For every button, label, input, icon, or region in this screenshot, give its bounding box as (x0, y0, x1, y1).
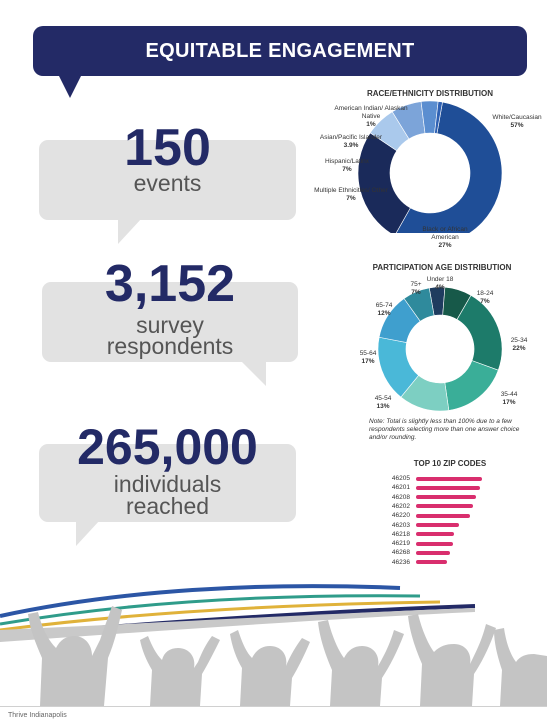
zip-code-label: 46219 (391, 540, 410, 548)
bubble-tail (118, 218, 142, 244)
race-label-american-indian: American Indian/ Alaskan Native 1% (334, 105, 408, 128)
age-label-18-24: 18-24 7% (476, 290, 494, 305)
zip-bar (416, 477, 482, 481)
stat-bubble-individuals (39, 419, 296, 522)
age-chart-note: Note: Total is slightly less than 100% due to a few respondents selecting more than one answer choice and/or rounding. (369, 418, 520, 441)
zip-code-label: 46218 (391, 530, 410, 538)
stat-bubble-events (39, 119, 296, 220)
zip-row (370, 530, 454, 539)
age-label-75plus: 75+ 7% (410, 281, 422, 296)
stat-bubble-survey (42, 255, 298, 362)
age-label-under18: Under 18 4% (426, 276, 454, 291)
stat-number-events: 150 (124, 119, 211, 177)
zip-code-label: 46203 (391, 521, 410, 529)
header-banner (33, 26, 527, 76)
stat-number-survey: 3,152 (104, 255, 236, 313)
zip-code-label: 46202 (391, 502, 410, 510)
age-slice-3 (445, 361, 498, 411)
race-label-black: Black or African American 27% (422, 226, 468, 249)
zip-bar (416, 551, 450, 555)
zip-row (370, 511, 470, 520)
age-label-25-34: 25-34 22% (510, 337, 528, 352)
crowd-silhouette-illustration (0, 600, 547, 706)
race-label-white: White/Caucasian 57% (492, 114, 542, 129)
age-label-55-64: 55-64 17% (359, 350, 377, 365)
race-chart-title: RACE/ETHNICITY DISTRIBUTION (366, 89, 494, 98)
zip-row (370, 521, 459, 530)
footer-label: Thrive Indianapolis (8, 712, 67, 719)
bubble-tail (76, 520, 100, 546)
zip-bar (416, 486, 480, 490)
race-label-asian: Asian/Pacific Islander 3.9% (319, 134, 383, 149)
zip-bar (416, 560, 447, 564)
stat-label-events: events (133, 170, 202, 196)
age-label-45-54: 45-54 13% (374, 395, 392, 410)
bubble-tail (240, 360, 266, 386)
zip-row (370, 483, 480, 492)
zip-bar (416, 495, 476, 499)
race-label-hispanic: Hispanic/Latinx 7% (324, 158, 370, 173)
zip-bar (416, 542, 453, 546)
zip-bar (416, 532, 454, 536)
zip-row (370, 539, 453, 548)
zip-row (370, 558, 447, 567)
race-label-multiple: Multiple Ethnicities/ Other 7% (314, 187, 388, 202)
zip-bar (416, 523, 459, 527)
age-chart-title: PARTICIPATION AGE DISTRIBUTION (372, 263, 512, 272)
zip-bar (416, 514, 470, 518)
zip-code-label: 46268 (391, 549, 410, 557)
stat-label-survey-2: respondents (106, 333, 234, 359)
footer-divider (0, 706, 547, 707)
page-title: EQUITABLE ENGAGEMENT (145, 39, 415, 62)
zip-code-label: 46236 (391, 558, 410, 566)
zip-code-label: 46220 (391, 512, 410, 520)
zip-bar (416, 504, 473, 508)
banner-tail (58, 74, 82, 98)
zip-row (370, 474, 482, 483)
stat-label-survey-1: survey (136, 312, 204, 338)
age-label-35-44: 35-44 17% (500, 391, 518, 406)
zip-chart-title: TOP 10 ZIP CODES (413, 459, 487, 468)
stat-label-individuals-2: reached (125, 493, 210, 519)
zip-code-label: 46201 (391, 484, 410, 492)
zip-code-label: 46205 (391, 475, 410, 482)
age-label-65-74: 65-74 12% (375, 302, 393, 317)
zip-row (370, 502, 473, 511)
stat-number-individuals: 265,000 (77, 419, 258, 475)
zip-row (370, 493, 476, 502)
zip-row (370, 548, 450, 557)
stat-label-individuals-1: individuals (113, 471, 222, 497)
zip-code-label: 46208 (391, 493, 410, 501)
